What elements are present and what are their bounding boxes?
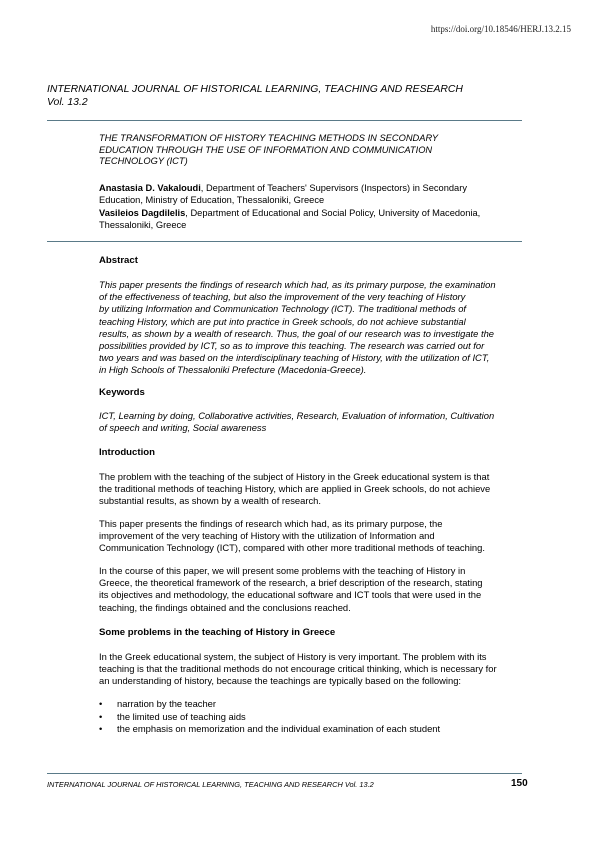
paragraph-line: In the course of this paper, we will present some problems with the teaching of History in	[99, 565, 466, 576]
abstract-body	[99, 279, 547, 377]
abstract-heading: Abstract	[99, 255, 138, 266]
paragraph-line: The problem with the teaching of the subject of History in the Greek educational system is that	[99, 471, 490, 482]
article-title	[99, 133, 547, 168]
abstract-line: two years and was based on the interdisciplinary teaching of History, with the utilization of ICT,	[99, 352, 490, 364]
paragraph-line: its objectives and methodology, the educational software and ICT tools that were used in the	[99, 589, 482, 601]
article-title-line: TECHNOLOGY (ICT)	[99, 156, 188, 166]
bullet-item: • the limited use of teaching aids	[99, 711, 547, 724]
header-divider	[47, 120, 522, 121]
introduction-paragraph	[99, 518, 547, 555]
author-affiliation-cont: Thessaloniki, Greece	[99, 219, 187, 230]
footer-divider	[47, 773, 522, 774]
paragraph-line: Communication Technology (ICT), compared with other more traditional methods of teaching.	[99, 542, 485, 554]
introduction-paragraph	[99, 565, 547, 614]
paragraph-line: teaching, the findings obtained and the conclusions reached.	[99, 601, 351, 613]
author-list	[99, 182, 547, 231]
paragraph-line: teaching is that the traditional methods do not encourage critical thinking, which is necessary for	[99, 663, 497, 675]
abstract-line: of the effectiveness of teaching, but also the improvement of the very teaching of History	[99, 291, 466, 303]
bullet-item: • narration by the teacher	[99, 698, 547, 711]
keywords-body	[99, 410, 547, 434]
page-number: 150	[511, 778, 528, 789]
paragraph-line: In the Greek educational system, the subject of History is very important. The problem with its	[99, 651, 487, 662]
paragraph-line: the traditional methods of teaching History, which are applied in Greek schools, do not achieve	[99, 483, 491, 495]
keywords-heading: Keywords	[99, 387, 145, 398]
abstract-line: in High Schools of Thessaloniki Prefecture (Macedonia-Greece).	[99, 364, 367, 376]
journal-header-title: INTERNATIONAL JOURNAL OF HISTORICAL LEARNING, TEACHING AND RESEARCH	[47, 84, 463, 95]
author-name: Anastasia D. Vakaloudi	[99, 183, 201, 193]
author-affiliation-cont: Education, Ministry of Education, Thessaloniki, Greece	[99, 195, 325, 206]
paragraph-line: Greece, the theoretical framework of the research, a brief description of the research, stating	[99, 577, 483, 589]
abstract-line: teaching History, which are put into practice in Greek schools, do not achieve substantial	[99, 315, 466, 327]
paragraph-line: improvement of the very teaching of History with the utilization of Information and	[99, 530, 435, 542]
paragraph-line: This paper presents the findings of research which had, as its primary purpose, the	[99, 518, 443, 529]
article-title-line: THE TRANSFORMATION OF HISTORY TEACHING METHODS IN SECONDARY	[99, 133, 439, 143]
paragraph-line: an understanding of history, because the teachings are typically based on the following:	[99, 675, 462, 687]
footer-journal: INTERNATIONAL JOURNAL OF HISTORICAL LEARNING, TEACHING AND RESEARCH Vol. 13.2	[47, 780, 374, 789]
keywords-line: of speech and writing, Social awareness	[99, 422, 267, 434]
abstract-line: results, as shown by a wealth of research. Thus, the goal of our research was to investigate the	[99, 327, 494, 339]
problems-heading: Some problems in the teaching of History in Greece	[99, 627, 336, 638]
problems-bullet-list	[99, 698, 547, 736]
abstract-line: by utilizing Information and Communication Technology (ICT). The traditional methods of	[99, 303, 467, 315]
introduction-paragraph	[99, 471, 547, 508]
abstract-line: This paper presents the findings of research which had, as its primary purpose, the examination	[99, 279, 496, 290]
author-name: Vasileios Dagdilelis	[99, 207, 186, 218]
article-title-line: EDUCATION THROUGH THE USE OF INFORMATION AND COMMUNICATION	[99, 144, 433, 155]
bullet-item: • the emphasis on memorization and the individual examination of each student	[99, 723, 547, 736]
authors-divider	[47, 241, 522, 242]
journal-header-volume: Vol. 13.2	[47, 97, 88, 108]
problems-paragraph	[99, 651, 547, 688]
doi-link[interactable]: https://doi.org/10.18546/HERJ.13.2.15	[430, 24, 571, 34]
author-entry	[99, 207, 547, 232]
author-affiliation: , Department of Educational and Social Policy, University of Macedonia,	[185, 207, 481, 218]
author-affiliation: , Department of Teachers' Supervisors (Inspectors) in Secondary	[200, 183, 467, 193]
journal-header	[47, 83, 463, 109]
keywords-line: ICT, Learning by doing, Collaborative activities, Research, Evaluation of information, Cultivation	[99, 410, 495, 421]
introduction-heading: Introduction	[99, 447, 155, 458]
paragraph-line: substantial results, as shown by a wealth of research.	[99, 495, 321, 507]
abstract-line: possibilities provided by ICT, so as to improve this teaching. The research was carried out for	[99, 340, 485, 352]
author-entry	[99, 182, 547, 207]
